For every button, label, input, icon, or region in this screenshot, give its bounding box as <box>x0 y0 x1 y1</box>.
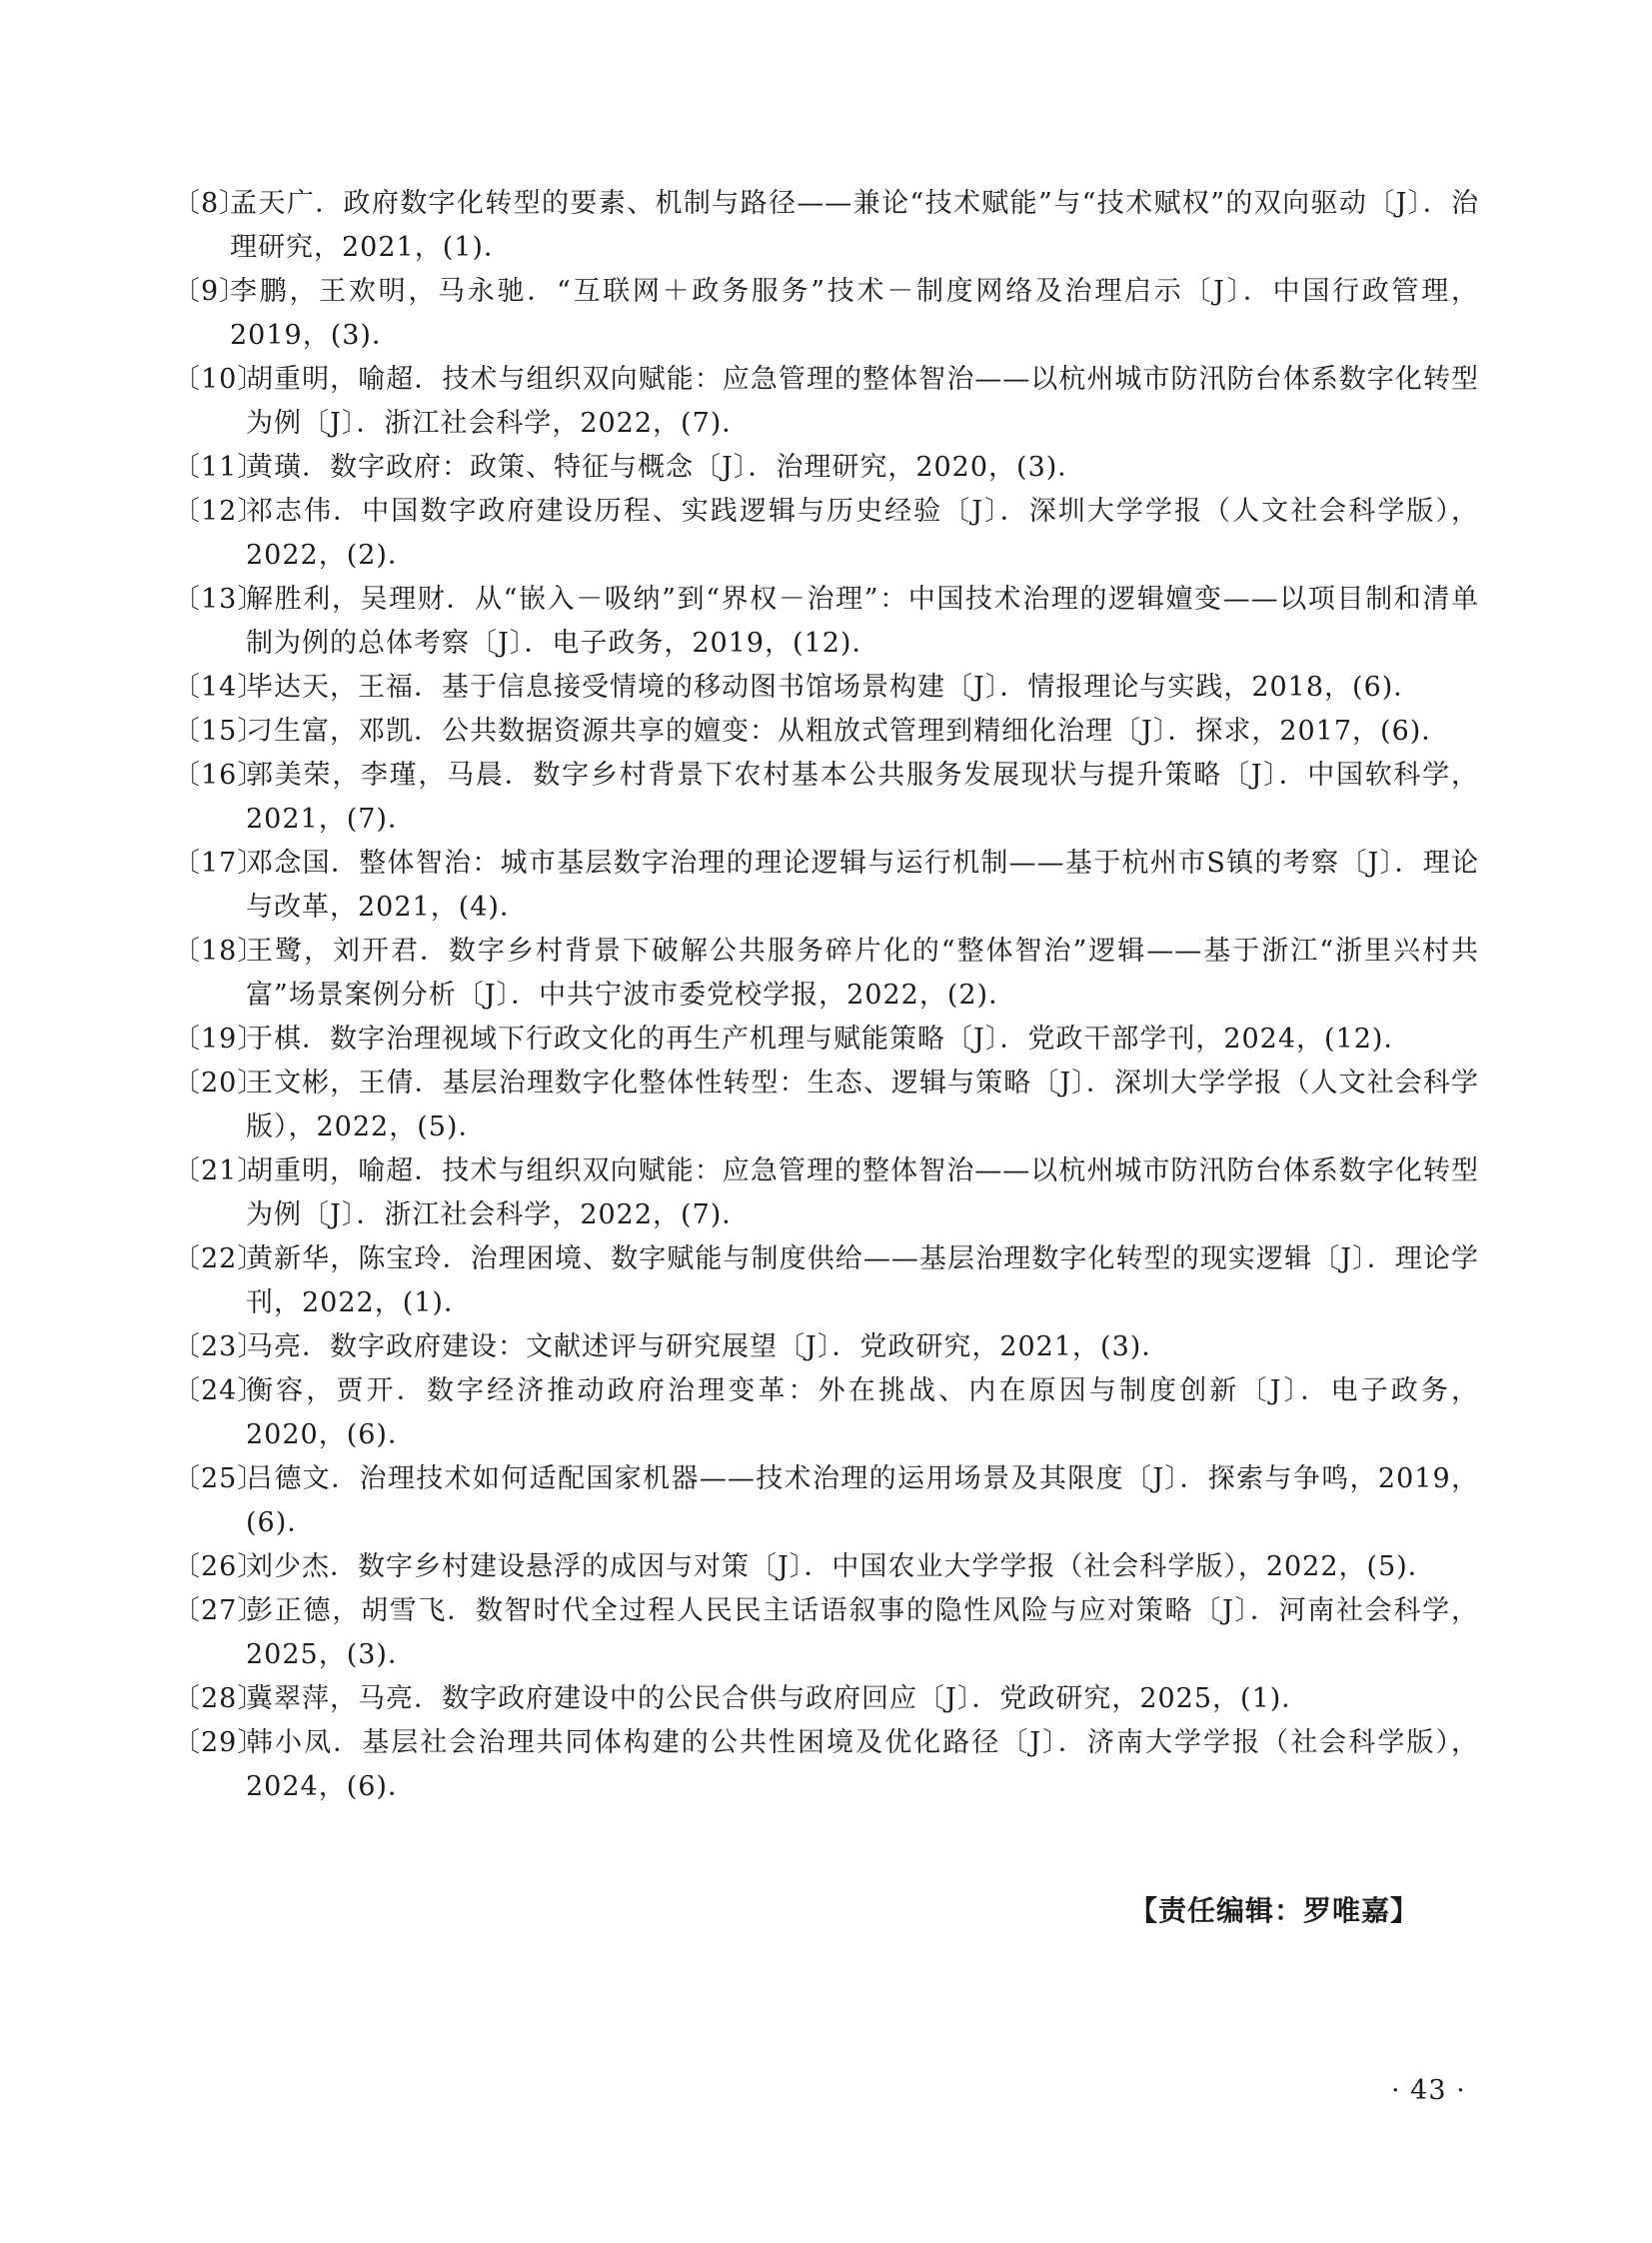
reference-item <box>173 1018 1479 1062</box>
reference-item <box>173 1721 1479 1809</box>
reference-number: 〔20〕 <box>173 1068 266 1099</box>
reference-number: 〔19〕 <box>173 1024 266 1055</box>
reference-text: 马亮．数字政府建设：文献述评与研究展望〔J〕．党政研究，2021，(3)． <box>246 1331 1170 1362</box>
reference-number: 〔29〕 <box>173 1727 266 1758</box>
reference-number: 〔24〕 <box>173 1375 266 1406</box>
reference-number: 〔16〕 <box>173 760 266 791</box>
reference-text: 李鹏，王欢明，马永驰．“互联网＋政务服务”技术－制度网络及治理启示〔J〕．中国行政管理，2019，(3)． <box>230 276 1479 351</box>
reference-text: 解胜利，吴理财．从“嵌入－吸纳”到“界权－治理”：中国技术治理的逻辑嬗变——以项目制和清单制为例的总体考察〔J〕．电子政务，2019，(12)． <box>246 584 1479 659</box>
reference-item <box>173 754 1479 842</box>
reference-text: 孟天广．政府数字化转型的要素、机制与路径——兼论“技术赋能”与“技术赋权”的双向驱动〔J〕．治理研究，2021，(1)． <box>230 188 1479 263</box>
reference-text: 吕德文．治理技术如何适配国家机器——技术治理的运用场景及其限度〔J〕．探索与争鸣，2019，(6)． <box>246 1463 1479 1538</box>
reference-item <box>173 1325 1479 1369</box>
reference-number: 〔17〕 <box>173 848 266 879</box>
reference-number: 〔14〕 <box>173 672 266 703</box>
reference-number: 〔8〕 <box>173 188 248 219</box>
reference-text: 胡重明，喻超．技术与组织双向赋能：应急管理的整体智治——以杭州城市防汛防台体系数字化转型为例〔J〕．浙江社会科学，2022，(7)． <box>246 1155 1479 1230</box>
reference-number: 〔15〕 <box>173 716 266 747</box>
reference-item <box>173 1677 1479 1721</box>
reference-number: 〔9〕 <box>173 276 248 307</box>
reference-text: 彭正德，胡雪飞．数智时代全过程人民民主话语叙事的隐性风险与应对策略〔J〕．河南社会科学，2025，(3)． <box>246 1595 1479 1670</box>
reference-text: 郭美荣，李瑾，马晨．数字乡村背景下农村基本公共服务发展现状与提升策略〔J〕．中国软科学，2021，(7)． <box>246 760 1479 835</box>
reference-text: 刁生富，邓凯．公共数据资源共享的嬗变：从粗放式管理到精细化治理〔J〕．探求，2017，(6)． <box>246 716 1450 747</box>
reference-number: 〔21〕 <box>173 1155 266 1186</box>
reference-number: 〔10〕 <box>173 364 266 395</box>
reference-item <box>173 930 1479 1018</box>
reference-item <box>173 578 1479 666</box>
reference-item <box>173 490 1479 578</box>
reference-item <box>173 842 1479 930</box>
reference-item <box>173 1149 1479 1237</box>
reference-item <box>173 270 1479 358</box>
reference-item <box>173 1369 1479 1457</box>
reference-number: 〔26〕 <box>173 1551 266 1582</box>
reference-item <box>173 1457 1479 1545</box>
reference-number: 〔12〕 <box>173 496 266 527</box>
reference-number: 〔22〕 <box>173 1243 266 1274</box>
reference-text: 刘少杰．数字乡村建设悬浮的成因与对策〔J〕．中国农业大学学报（社会科学版），2022，(5)． <box>246 1551 1436 1582</box>
reference-text: 祁志伟．中国数字政府建设历程、实践逻辑与历史经验〔J〕．深圳大学学报（人文社会科学版），2022，(2)． <box>246 496 1479 571</box>
reference-text: 于棋．数字治理视域下行政文化的再生产机理与赋能策略〔J〕．党政干部学刊，2024，(12)． <box>246 1024 1412 1055</box>
reference-text: 衡容，贾开．数字经济推动政府治理变革：外在挑战、内在原因与制度创新〔J〕．电子政务，2020，(6)． <box>246 1375 1479 1450</box>
page-number: · 43 · <box>1391 2075 1466 2106</box>
reference-text: 韩小凤．基层社会治理共同体构建的公共性困境及优化路径〔J〕．济南大学学报（社会科学版），2024，(6)． <box>246 1727 1479 1802</box>
reference-item <box>173 358 1479 446</box>
reference-text: 冀翠萍，马亮．数字政府建设中的公民合供与政府回应〔J〕．党政研究，2025，(1)． <box>246 1683 1310 1714</box>
reference-text: 胡重明，喻超．技术与组织双向赋能：应急管理的整体智治——以杭州城市防汛防台体系数字化转型为例〔J〕．浙江社会科学，2022，(7)． <box>246 364 1479 439</box>
reference-text: 王文彬，王倩．基层治理数字化整体性转型：生态、逻辑与策略〔J〕．深圳大学学报（人文社会科学版），2022，(5)． <box>246 1068 1479 1142</box>
reference-number: 〔28〕 <box>173 1683 266 1714</box>
reference-item <box>173 1237 1479 1325</box>
reference-text: 邓念国．整体智治：城市基层数字治理的理论逻辑与运行机制——基于杭州市S镇的考察〔J〕．理论与改革，2021，(4)． <box>246 848 1479 923</box>
reference-number: 〔23〕 <box>173 1331 266 1362</box>
reference-number: 〔27〕 <box>173 1595 266 1626</box>
responsible-editor-note: 【责任编辑：罗唯嘉】 <box>1129 1894 1420 1927</box>
reference-item <box>173 666 1479 710</box>
reference-text: 王鹭，刘开君．数字乡村背景下破解公共服务碎片化的“整体智治”逻辑——基于浙江“浙里兴村共富”场景案例分析〔J〕．中共宁波市委党校学报，2022，(2)． <box>246 936 1479 1011</box>
reference-text: 毕达天，王福．基于信息接受情境的移动图书馆场景构建〔J〕．情报理论与实践，2018，(6)． <box>246 672 1422 703</box>
reference-list <box>173 182 1479 1809</box>
reference-item <box>173 1589 1479 1677</box>
reference-text: 黄璜．数字政府：政策、特征与概念〔J〕．治理研究，2020，(3)． <box>246 452 1086 483</box>
reference-item <box>173 710 1479 754</box>
reference-number: 〔13〕 <box>173 584 266 615</box>
reference-item <box>173 446 1479 490</box>
reference-item <box>173 182 1479 270</box>
reference-item <box>173 1545 1479 1589</box>
reference-number: 〔11〕 <box>173 452 266 483</box>
reference-number: 〔18〕 <box>173 936 266 967</box>
reference-text: 黄新华，陈宝玲．治理困境、数字赋能与制度供给——基层治理数字化转型的现实逻辑〔J〕．理论学刊，2022，(1)． <box>246 1243 1479 1318</box>
reference-number: 〔25〕 <box>173 1463 266 1494</box>
reference-item <box>173 1062 1479 1149</box>
